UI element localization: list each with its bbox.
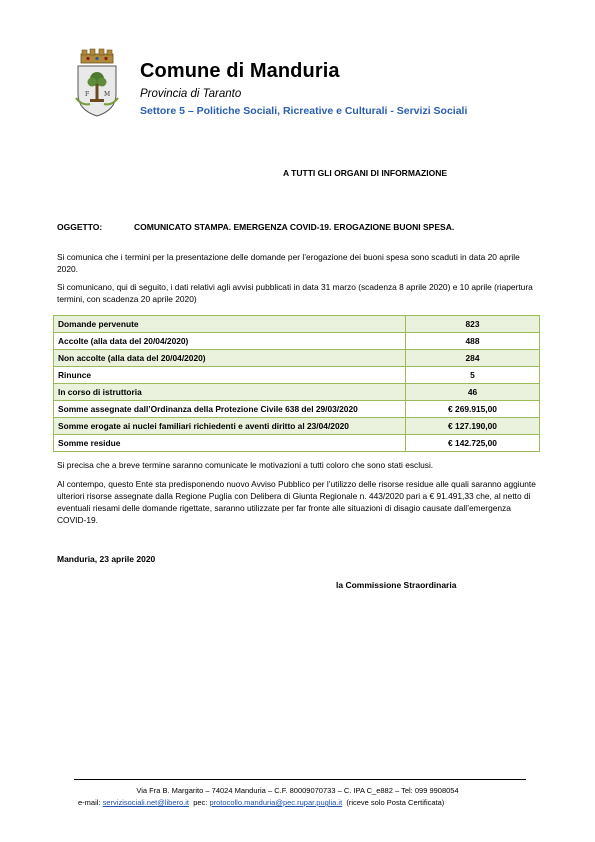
subject-label: OGGETTO: [57,222,103,232]
email-label: e-mail: [78,798,101,807]
subject-line [57,222,455,232]
table-row [54,418,540,435]
row-label: Non accolte (alla data del 20/04/2020) [54,350,406,367]
paragraph-new-notice: Al contempo, questo Ente sta predisponendo nuovo Avviso Pubblico per l’utilizzo delle risorse residue alle quali saranno aggiunte ulteriori risorse assegnate dalla Regione Puglia con Delibera di Giunta Regionale n. 443/2020 pari a € 91.491,33 che, al netto di eventuali riesami delle domande rigettate, saranno utilizzate per far fronte alle situazioni di disagio causate dall’emergenza COVID-19. [57,479,536,525]
row-label: Accolte (alla data del 20/04/2020) [54,333,406,350]
email-link[interactable]: servizisociali.net@libero.it [102,798,190,807]
table-row [54,367,540,384]
pec-note: (riceve solo Posta Certificata) [346,798,445,807]
table-row [54,350,540,367]
paragraph-data-intro: Si comunicano, qui di seguito, i dati relativi agli avvisi pubblicati in data 31 marzo (scadenza 8 aprile 2020) e 10 aprile (riapertura termini, con scadenza 20 aprile 2020) [57,282,533,304]
row-label: Domande pervenute [54,316,406,333]
table-row [54,333,540,350]
row-label: Somme assegnate dall’Ordinanza della Protezione Civile 638 del 29/03/2020 [54,401,406,418]
signature: la Commissione Straordinaria [336,580,457,590]
pec-label: pec: [193,798,208,807]
row-value: € 127.190,00 [406,418,540,435]
footer-address: Via Fra B. Margarito – 74024 Manduria – C.F. 80009070733 – C. IPA C_e882 – Tel: 099 9908054 [136,786,459,795]
row-value: 284 [406,350,540,367]
table-row [54,435,540,452]
row-value: 46 [406,384,540,401]
row-label: Somme residue [54,435,406,452]
recipient-line: A TUTTI GLI ORGANI DI INFORMAZIONE [283,168,448,178]
data-table [53,315,540,452]
crest-letter-f: F [85,91,90,98]
row-label: Rinunce [54,367,406,384]
table-row [54,316,540,333]
row-value: 5 [406,367,540,384]
pec-link[interactable]: protocollo.manduria@pec.rupar.puglia.it [209,798,343,807]
coat-of-arms-icon [72,48,122,118]
province-subtitle: Provincia di Taranto [140,88,242,100]
department-name: Settore 5 – Politiche Sociali, Ricreative e Culturali - Servizi Sociali [140,105,468,117]
table-row [54,401,540,418]
subject-text: COMUNICATO STAMPA. EMERGENZA COVID-19. EROGAZIONE BUONI SPESA. [134,222,455,232]
footer-divider [74,779,526,780]
table-row [54,384,540,401]
row-value: 488 [406,333,540,350]
row-value: 823 [406,316,540,333]
footer-contacts [78,798,444,807]
paragraph-deadline: Si comunica che i termini per la presentazione delle domande per l’erogazione dei buoni spesa sono scaduti in data 20 aprile 2020. [57,252,520,274]
crest-letter-m: M [104,91,111,98]
row-value: € 269.915,00 [406,401,540,418]
municipality-title: Comune di Manduria [140,60,340,82]
row-label: Somme erogate ai nuclei familiari richiedenti e aventi diritto al 23/04/2020 [54,418,406,435]
row-value: € 142.725,00 [406,435,540,452]
paragraph-exclusions: Si precisa che a breve termine saranno comunicate le motivazioni a tutti coloro che sono stati esclusi. [57,460,434,470]
date-line: Manduria, 23 aprile 2020 [57,554,156,564]
row-label: In corso di istruttoria [54,384,406,401]
